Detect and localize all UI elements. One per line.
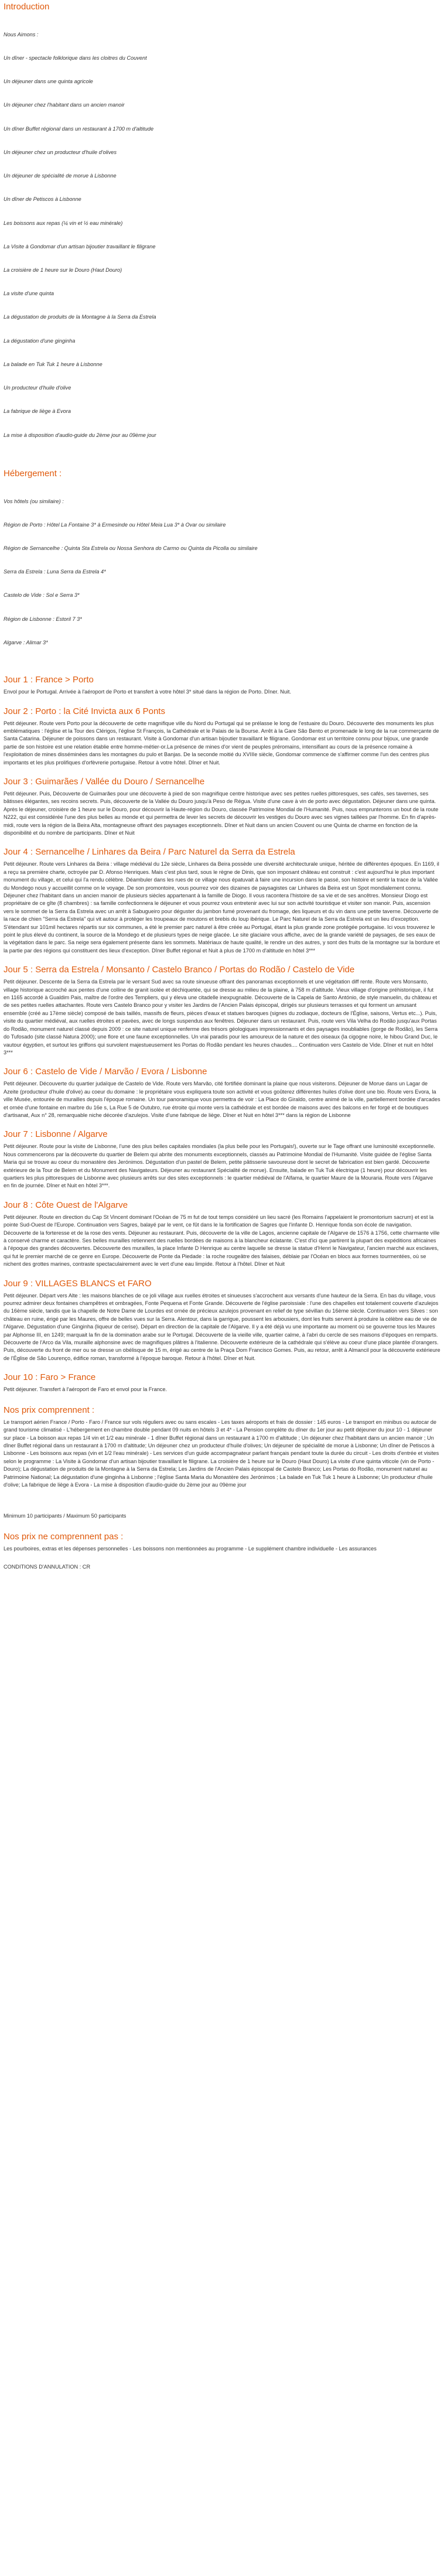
intro-item: Un dîner - spectacle folklorique dans les cloitres du Couvent — [4, 55, 147, 62]
day-2 — [4, 706, 440, 767]
section-introduction — [4, 0, 440, 455]
intro-item: Un déjeuner de spécialité de morue à Lisbonne — [4, 173, 117, 179]
day-title: Jour 7 : Lisbonne / Algarve — [4, 1129, 108, 1140]
section-prix-comprennent — [4, 1405, 440, 1521]
hotel-item: Région de Sernancelhe : Quinta Sta Estrela ou Nossa Senhora do Carmo ou Quinta da Picolla ou similaire — [4, 545, 258, 551]
day-text: Envol pour le Portugal. Arrivée à l'aéroport de Porto et transfert à votre hôtel 3* situé dans la région de Porto. Dîner. Nuit. — [4, 689, 292, 695]
day-6 — [4, 1066, 440, 1119]
hotel-item: Castelo de Vide : Sol e Serra 3* — [4, 592, 80, 599]
day-text: Petit déjeuner. Descente de la Serra da Estrela par le versant Sud avec sa route sinueuse offrant des panoramas exceptionnels et une végétation diff rente. Route vers Monsanto, village historique accroché aux pentes d'une colline de granit isolée et déchiquetée, qui se dresse au milieu de la plaine, à 758 m d'altitude. Vieux village d'origine préhistorique, il fut en 1165 accordé à Gualdim Pais, maître de l'ordre des Templiers, qui y éleva une citadelle inexpugnable. Découverte de la Capela de Santo António, de style manuelin, du château et de ses petites ruelles attachantes. Route vers Castelo Branco pour y visiter les Jardins de l'Ancien Palais épiscopal, dirigés sur plusieurs terrasses et qui forment un amusant ensemble (créé au 17ème siècle) composé de bais taillés, massifs de fleurs, pièces d'eaux et statues baroques (signes du zodiaque, docteurs de l'Église, saisons, Vertus etc...). Puis, visite du quartier médiéval, aux ruelles étroites et pavées, avec de longs suspendus aux fenêtres. Déjeuner dans un restaurant. Puis, route vers Vila Velha do Rodão jusqu'aux Portas do Rodão, monument naturel classé depuis 2009 : ce site naturel unique renferme des trésors géologiques impressionnants et des paysages inoubliables (gorge de Rodão), les Serra do Tufosado (site classé Natura 2000); une flore et une faune exceptionnelles. Un vrai paradis pour les amoureux de la nature et des oiseaux (la cigogne noire, le hibou Grand Duc, le vautour égyptien, et surtout les griffons qui survolent majestueusement les Portas do Rodão pendant les heures chaudes.... Continuation vers Castelo de Vide. Dîner et nuit en hôtel 3*** — [4, 979, 439, 1055]
day-title: Jour 5 : Serra da Estrela / Monsanto / Castelo Branco / Portas do Rodão / Castelo de Vide — [4, 965, 355, 975]
day-title: Jour 4 : Sernancelhe / Linhares da Beira / Parc Naturel da Serra da Estrela — [4, 847, 295, 857]
day-title: Jour 6 : Castelo de Vide / Marvão / Evora / Lisbonne — [4, 1067, 207, 1077]
day-5 — [4, 964, 440, 1057]
intro-item: Un déjeuner chez un producteur d'huile d'olives — [4, 149, 117, 155]
day-title: Jour 9 : VILLAGES BLANCS et FARO — [4, 1278, 152, 1289]
intro-item: La dégustation d'une ginginha — [4, 337, 76, 344]
section-title-introduction: Introduction — [4, 2, 50, 12]
day-9 — [4, 1278, 440, 1363]
intro-item: Un dîner Buffet régional dans un restaurant à 1700 m d'altitude — [4, 125, 154, 132]
day-4 — [4, 846, 440, 955]
intro-item: La balade en Tuk Tuk 1 heure à Lisbonne — [4, 361, 103, 367]
section-prix-ne-comprennent-pas — [4, 1531, 440, 1571]
day-title: Jour 10 : Faro > France — [4, 1372, 96, 1383]
section-title-noprix: Nos prix ne comprennent pas : — [4, 1531, 124, 1542]
day-text: Petit déjeuner. Transfert à l'aéroport de Faro et envol pour la France. — [4, 1386, 168, 1393]
day-text: Petit déjeuner. Découverte du quartier judaïque de Castelo de Vide. Route vers Marvão, cité fortifiée dominant la plaine que nous visiterons. Déjeuner de Morue dans un Lagar de Azeite (producteur d'huile d'olive) au coeur du domaine : le propriétaire vous expliquera toute son activité et vous goûterez différentes huiles d'olive dont une bio. Route vers Evora, la ville Musée, entourée de murailles depuis l'époque romaine. Un tour panoramique vous permettra de voir : La Place do Giraldo, centre animé de la ville, partiellement bordée d'arcades et ornée d'une fontaine en marbre du 16e s, La Rue 5 de Outubro, rue étroite qui monte vers la cathédrale et est bordée de maisons avec des balcons en fer forgé et de boutiques d'artisanat, Aux n° 28, remarquable niche décorée d'azulejos. Visite d'une fabrique de liège. Dîner et Nuit en hôtel 3*** dans la région de Lisbonne — [4, 1081, 442, 1118]
hotel-item: Serra da Estrela : Luna Serra da Estrela 4* — [4, 569, 106, 575]
cancellation-conditions: CONDITIONS D'ANNULATION : CR — [4, 1564, 91, 1570]
intro-item: La visite d'une quinta — [4, 291, 54, 297]
introduction-list — [4, 15, 440, 455]
hotel-item: Région de Porto : Hôtel La Fontaine 3* à Ermesinde ou Hôtel Meia Lua 3* à Ovar ou similaire — [4, 521, 226, 528]
intro-item: Un dîner de Petiscos à Lisbonne — [4, 196, 81, 203]
intro-item: Un producteur d'huile d'olive — [4, 385, 71, 391]
hotel-item: Algarve : Alimar 3* — [4, 639, 48, 645]
hotel-item: Région de Lisbonne : Estoril 7 3* — [4, 616, 82, 622]
day-7 — [4, 1129, 440, 1190]
day-text: Petit déjeuner. Départ vers Alte : les maisons blanches de ce joli village aux ruelles étroites et sinueuses s'accrochent aux versants d'une hauteur de la Serra. En bas du village, vous pourrez admirer deux fontaines champêtres et ombragées, Fonte Pequena et Fonte Grande. Découverte de l'église paroissiale : l'une des chapelles est totalement couverte d'azulejos du 16ème siècle, tandis que la chapelle de Notre Dame de Lourdes est ornée de précieux azulejos provenant en relief de type sévillan du 16ème siècle. Continuation vers Silves : son château en ruine, érigé par les Maures, offre de belles vues sur la Serra. Alentour, dans la garrigue, poussent les arbousiers, dont les fruits servent à produire la célèbre eau de vie de l'Algarve. Dégustation d'une Ginginha (liqueur de cerise). Départ en direction de la capitale de l'Algarve. Il y a été déjà vu une importante au moment où se gouverne tous les Maures par Alphonse III, en 1249; marquait la fin de la domination arabe sur le Portugal. Découverte de la vieille ville, quartier calme, à l'abri du cercle de ses maisons d'époques en remparts. Découverte de l'Arco da Vila, muraille alphonsine avec de magnifiques plâtres à l'italienne. Découverte extérieure de la cathédrale qui s'élève au coeur d'une place plantée d'orangers. Puis, découverte du front de mer ou se dresse un obélisque de 15 m, érigé au centre de la Praça Dom Francisco Gomes. Puis, au retour, arrêt à Almancil pour la découverte extérieure de l'Église de São Lourenço, édifice roman, transformé à l'époque baroque. Retour à l'hôtel. Dîner et Nuit. — [4, 1292, 442, 1361]
intro-item: La fabrique de liège à Evora — [4, 408, 71, 415]
hotel-item: Vos hôtels (ou similaire) : — [4, 498, 64, 504]
section-title-prix: Nos prix comprennent : — [4, 1405, 95, 1415]
intro-item: La dégustation de produits de la Montagne à la Serra da Estrela — [4, 314, 156, 320]
intro-item: Un déjeuner chez l'habitant dans un ancien manoir — [4, 102, 125, 108]
day-text: Petit déjeuner. Route en direction du Cap St Vincent dominant l'Océan de 75 m fut de tout temps considéré un lieu sacré (les Romains l'appelaient le promontorium sacrum) et est la pointe Sud-Ouest de l'Europe. Continuation vers Sagres, balayé par le vent, ce fût dans le la fortification de Sagres que l'infante D. Henrique fonda son école de navigation. Découverte de la forteresse et de la rose des vents. Déjeuner au restaurant. Puis, découverte de la ville de Lagos, ancienne capitale de l'Algarve de 1576 à 1756, cette charmante ville à conservé charme et caractère. Ses belles murailles retiennent des ruelles bordées de maisons à la blancheur éclatante. C'est d'ici que partirent la plupart des expéditions africaines à l'époque des grandes découvertes. Découverte des murailles, la place Infante D Henrique au centre laquelle se dresse la statue d'Henri le Navigateur, l'ancien marché aux esclaves, qui fut le premier marché de ce genre en Europe. Découverte de Ponte da Piedade : la roche rougeâtre des falaises, déblaie par l'Océan en blocs aux formes tourmentées, où se nichent des grottes marines, contraste spectaculairement avec le vert d'une eau limpide. Retour à l'hôtel. Dîner et Nuit — [4, 1214, 441, 1267]
hebergement-list — [4, 482, 440, 662]
day-title: Jour 1 : France > Porto — [4, 675, 94, 685]
intro-item: La croisière de 1 heure sur le Douro (Haut Douro) — [4, 267, 122, 273]
noprix-text: Les pourboires, extras et les dépenses personnelles - Les boissons non mentionnées au programme - Le supplément chambre individuelle - Les assurances — [4, 1545, 377, 1552]
intro-item: Un déjeuner dans une quinta agricole — [4, 78, 93, 85]
day-10 — [4, 1372, 440, 1393]
day-3 — [4, 776, 440, 837]
intro-item: Les boissons aux repas (¼ vin et ½ eau minérale) — [4, 220, 123, 226]
day-text: Petit déjeuner. Puis, Découverte de Guimarães pour une découverte à pied de son magnifique centre historique avec ses petites ruelles pittoresques, ses cafés, ses tavernes, ses bâtisses élégantes, ses recoins secrets. Puis, découverte de la Vallée du Douro jusqu'à Peso de Régua. Visite d'une cave à vin de porto avec dégustation. Déjeuner dans une quinta. Après le déjeuner, croisière de 1 heure sur le Douro, pour découvrir la Haute-région du Douro, classée Patrimoine Mondial de l'Humanité. Puis, nous emprunterons un bout de la route N222, qui est considérée l'une des plus belles au monde et qui permettra de lever les secrets de découvrir les vestiges du Douro avec ses vignes taillées par l'homme. En fin d'après-midi, route vers la région de la Beira Alta, montagneuse offrant des paysages exceptionnels. Dîner et Nuit dans un ancien Couvent ou une Quinta de charme en fonction de la disponibilité et du nombre de participants. Dîner et Nuit — [4, 790, 440, 836]
participants-limit: Minimum 10 participants / Maximum 50 participants — [4, 1513, 127, 1519]
day-1 — [4, 674, 440, 696]
day-text: Petit déjeuner. Route pour la visite de Lisbonne, l'une des plus belles capitales mondiales (la plus belle pour les Portugais!), ouverte sur le Tage offrant une luminosité exceptionnelle. Nous commencerons par la découverte du quartier de Belem qui abrite des monuments exceptionnels, classés au Patrimoine Mondial de l'Humanité. Visite guidée de l'église Santa Maria qui se trouve au coeur du monastère des Jerónimos. Dégustation d'un pastel de Belem, petite pâtisserie savoureuse dont le secret de fabrication est bien gardé. Découverte extérieure de la Tour de Belem et du Monument des Navigateurs. Déjeuner au restaurant Spécialité de morue). Ensuite, balade en Tuk Tuk électrique (1 heure) pour découvrir les quartiers les plus pittoresques de Lisbonne avec plusieurs arrêts sur des sites exceptionnels : le quartier médiéval de l'Alfama, le quartier Maure de la Mouraria. Route vers l'Algarve en fin de journée. Dîner et Nuit en hôtel 3***. — [4, 1143, 437, 1189]
section-title-hebergement: Hébergement : — [4, 468, 62, 479]
day-8 — [4, 1200, 440, 1269]
intro-item: La mise à disposition d'audio-guide du 2ème jour au 09ème jour — [4, 432, 156, 438]
prix-text: Le transport aérien France / Porto - Faro / France sur vols réguliers avec ou sans escales - Les taxes aéroports et frais de dossier : 145 euros - Le transport en minibus ou autocar de grand tourisme climatisé - L'hébergement en chambre double pendant 09 nuits en hôtels 3 et 4* - La Pension complète du dîner du 1er jour au petit déjeuner du jour 10 - 1 déjeuner sur place - La boisson aux repas 1/4 vin et 1/2 eau minérale - 1 dîner Buffet régional dans un restaurant à 1700 m d'altitude ; Un déjeuner chez l'habitant dans un ancien manoir ; Un dîner Buffet régional dans un restaurant à 1700 m d'altitude; Un déjeuner chez un producteur d'huile d'olives; Un déjeuner de spécialité de morue à Lisbonne; Un dîner de Petiscos à Lisbonne - Les boissons aux repas (vin et 1/2 l'eau minérale) - Les services d'un guide accompagnateur parlant français pendant toute la durée du circuit - Les droits d'entrée et visites selon le programme : La Visite à Gondomar d'un artisan bijoutier travaillant le filigrane. La croisière de 1 heure sur le Douro (Haut Douro) La visite d'une quinta viticole (vin de Porto - Douro); La dégustation de produits de la Montagne à la Serra da Estrela; Les Jardins de l'Ancien Palais épiscopal de Castelo Branco; Les Portas do Rodão, monument naturel au Patrimoine National; La dégustation d'une ginginha à Lisbonne ; l'église Santa Maria du Monastère des Jerónimos ; La balade en Tuk Tuk 1 heure à Lisbonne; Un producteur d'huile d'olive; La fabrique de liège à Evora - La mise à disposition d'audio-guide du 2ème jour au 09ème jour — [4, 1419, 440, 1488]
section-hebergement — [4, 468, 440, 662]
intro-item: Nous Aimons : — [4, 31, 39, 37]
day-text: Petit déjeuner. Route vers Linhares da Beira : village médiéval du 12e siècle, Linhares da Beira possède une diversité architecturale unique, héritée de différentes époques. En 1169, il a reçu sa première charte, octroyée par D. Afonso Henriques. Mais c'est plus tard, sous le règne de Dinis, que son imposant château est construit : c'est aujourd'hui le plus important monument du village, et celui qui l'a rendu célèbre. Déambuler dans les rues de ce village nous épatuvait à faire une incursion dans le passé, son histoire et sentir la trace de la Vallée du Mondego nous y accueillit comme on le voyage. De son promontoire, vous pourrez voir des dizaines de paysagistes car Linhares da Beira est un Spot mondialement connu. Déjeuner chez l'habitant dans un ancien manoir de plusieurs siècles appartenant à la famille de Diogo. Il vous racontera l'histoire de sa vie et de ses ancêtres. Monsieur Diogo est propriétaire de ce gîte (8 chambres) : sa famille confectionnera le déjeuner et vous pourrez vous entretenir avec lui sur son activité touristique et visiter son manoir. Puis, ascension vers le sommet de la Serra da Estrela avec un arrêt à Sabugueiro pour déguster du jambon fumé provenant du fromage, des liqueurs et du vin dans une petite taverne. Découverte de la race de chien "Serra da Estrela" qui vit autour à protéger les troupeaux de moutons et brebis du loup ibérique. Le Parc Naturel de la Serra da Estrela est un lieu d'exception. S'étendant sur 101mil hectares répartis sur six communes, a été le premier parc naturel à être créée au Portugal, étant la plus grande zone protégée portugaise. Ici vous trouverez le point le plus élevé du continent, la source de la Mondego et de plusieurs types de neige glacée. Le site glaciaire vous affiche, avec de la grande variété de paysages, de ses eaux de la végétation dans le parc. Sa neige sera également présente dans les sommets. Matériaux de haute qualité, le rendre un des autres, y sont des fruits de la montagne sur la bordure et la partie par des régions qui constituent des lieux d'exception. Dîner Buffet régional et Nuit à plus de 1700 m d'altitude en hôtel 3*** — [4, 861, 442, 954]
intro-item: La Visite à Gondomar d'un artisan bijoutier travaillant le filigrane — [4, 243, 156, 250]
day-text: Petit déjeuner. Route vers Porto pour la découverte de cette magnifique ville du Nord du Portugal qui se prélasse le long de l'estuaire du Douro. Découverte des monuments les plus emblématiques : l'église et la Tour des Clérigos, l'église St François, la Cathédrale et le Palais de la Bourse. Arrêt à la Gare São Bento et promenade le long de la rue commerçante de Santa Catarina. Déjeuner de poissons dans un restaurant. Visite à Gondomar d'un artisan bijoutier travaillant le filigrane. Gondomar est un territoire connu pour bijoux, une grande partie de son histoire est une relation établie entre homme-métier-or.La présence de mines d'or vient de peuples préromains, intensifiant au cours de la présence romaine à l'exploitation de mines disséminées dans les montagnes du pulo et Banjas. De la seconde moitié du XVIIIe siècle, Gondomar commence de s'affirmer comme l'un des centres plus importants et les plus prolifiques d'orfèvrerie portugaise. Retour à votre hôtel. Dîner et Nuit. — [4, 720, 440, 766]
day-title: Jour 2 : Porto : la Cité Invicta aux 6 Ponts — [4, 706, 165, 716]
day-title: Jour 3 : Guimarães / Vallée du Douro / Sernancelhe — [4, 776, 205, 787]
day-title: Jour 8 : Côte Ouest de l'Algarve — [4, 1200, 128, 1210]
